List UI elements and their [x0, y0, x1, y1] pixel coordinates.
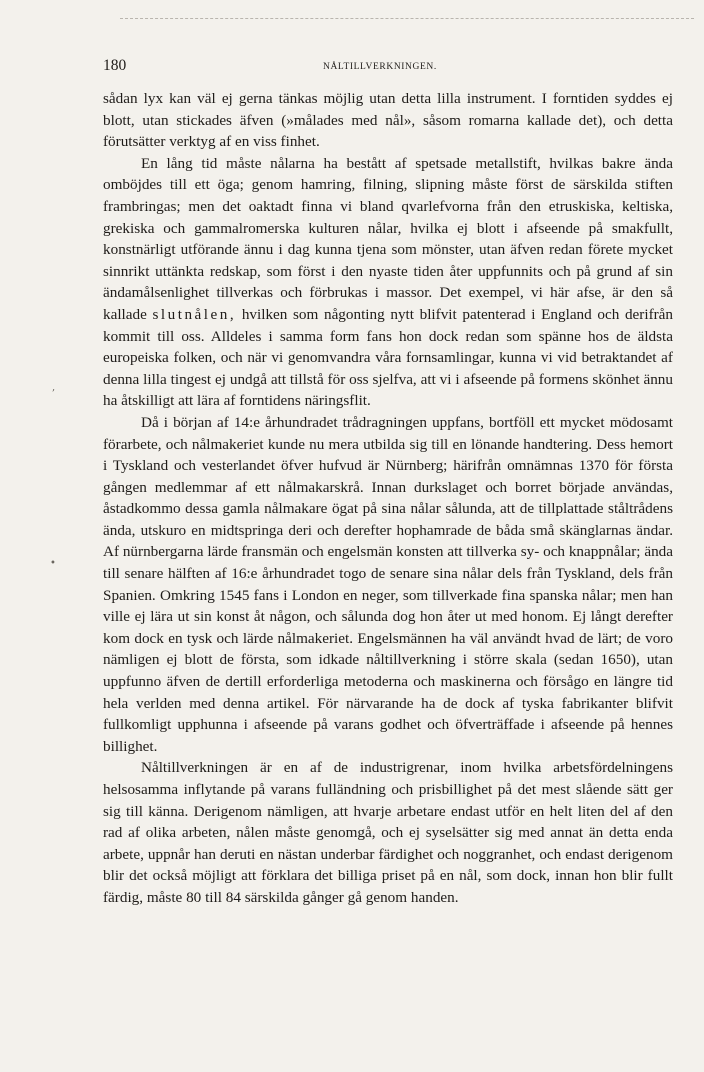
top-edge-rule — [120, 18, 694, 19]
margin-speck: • — [50, 558, 56, 569]
paragraph-text: En lång tid måste nålarna ha bestått af spetsade metallstift, hvilkas bakre ända omböjdes till ett öga; genom hamring, filning, slipning måste först de särskilda stiften frambringas; men det oaktadt finna vi bland qvarlefvorna från den etruskiska, keltiska, grekiska och gammalromerska kulturen nålar, hvilka ej blott i afseende på smakfullt, konstnärligt utförande ännu i dag kunna tjena som mönster, utan äfven redan förete mycket sinnrikt uttänkta redskap, som först i den nyaste tiden åter uppfunnits och på grund af sin ändamålsenlighet tillverkas och förbrukas i massor. Det exempel, vi här afse, är den så kallade — [103, 154, 673, 323]
emphasized-term: slutnålen, — [152, 305, 237, 323]
body-text — [103, 88, 673, 909]
page-header — [103, 57, 673, 81]
page-number: 180 — [103, 57, 127, 74]
paragraph-text: hvilken som någonting nytt blifvit patenterad i England och derifrån kommit till oss. Alldeles i samma form fans hon dock redan som spänne hos de äldsta europeiska folken, och när vi genomvandra våra fornsamlingar, kunna vi vid betraktandet af denna lilla tingest ej undgå att tillstå för oss sjelfva, att vi i afseende på formens skönhet ännu ha åtskilligt att lära af forntidens näringsflit. — [103, 305, 674, 410]
paragraph-continuation: sådan lyx kan väl ej gerna tänkas möjlig utan detta lilla instrument. I forntiden syddes ej blott, utan stickades äfven (»målades med nål», såsom romarna kallade det), och detta förutsätter verktyg af en viss finhet. — [103, 90, 673, 151]
running-title: NÅLTILLVERKNINGEN. — [323, 62, 437, 72]
paragraph-wire-drawing: Då i början af 14:e århundradet trådragningen uppfans, bortföll ett mycket mödosamt förarbete, och nålmakeriet kunde nu mera utbilda sig till en lönande handtering. Dess hemort i Tyskland och vesterlandet öfver hufvud är Nürnberg; härifrån omnämnas 1370 för första gången medlemmar af ett nålmakarskrå. Innan durkslaget och borret började användas, åstadkommo dessa gamla nålmakare ögat på sina nålar sålunda, att de tillplattade ståltrådens ända, utskuro en midtspringa deri och derefter hophamrade de båda små skänglarnas ändar. Af nürnbergarna lärde fransmän och engelsmän konsten att tillverka sy- och knappnålar; ända till senare hälften af 16:e århundradet togo de senare sina nålar dels från Tyskland, dels från Spanien. Omkring 1545 fans i London en neger, som tillverkade fina spanska nålar; men han ville ej lära ut sin konst åt någon, och sålunda dog hon åter ut med honom. Ej långt derefter kom dock en tysk och lärde nålmakeriet. Engelsmännen ha väl användt hvad de lärt; de voro nämligen ej blott de första, som idkade nåltillverkning i större skala (sedan 1650), utan uppfunno äfven de dertill erforderliga metoderna och maskinerna och försågo en längre tid hela verlden med denna artikel. För närvarande ha de dock af tyska fabrikanter blifvit fullkomligt upphunna i afseende på varans godhet och öfverträffade i afseende på hennes billighet. — [103, 413, 673, 755]
paragraph-needles-history — [103, 153, 673, 412]
paragraph-division-of-labour: Nåltillverkningen är en af de industrigrenar, inom hvilka arbetsfördelningens helsosamma inflytande på varans fulländning och prisbillighet på det mest slående sätt ger sig till känna. Derigenom nämligen, att hvarje arbetare endast utför en helt liten del af den rad af olika arbeten, nålen måste genomgå, och ej syselsätter sig med annat än detta enda arbete, uppnår han deruti en nästan underbar färdighet och noggranhet, och endast derigenom blir det också möjligt att förklara det billiga priset på en nål, som dock, innan hon blir fullt färdig, måste 80 till 84 särskilda gånger gå genom handen. — [103, 759, 673, 906]
margin-speck: , — [52, 382, 56, 393]
